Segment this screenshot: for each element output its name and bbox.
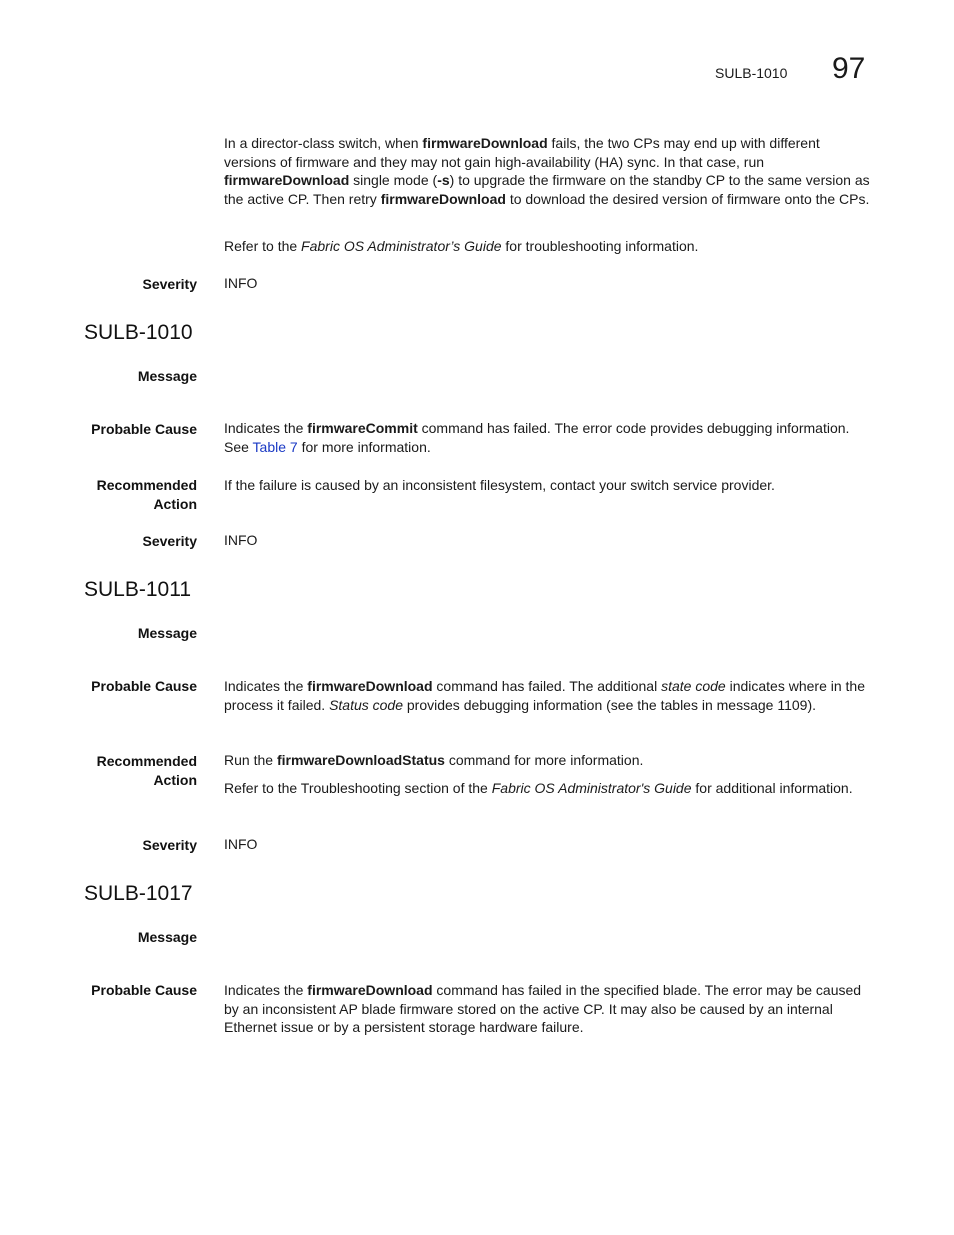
intro-paragraph: In a director-class switch, when firmwareDownload fails, the two CPs may end up with different versions of firmware and they may not gain high-availability (HA) sync. In that case, run firmwareDownload single mode (-s) to upgrade the firmware on the standby CP to the same version as the active CP. Then retry firmwareDownload to download the desired version of firmware onto the CPs. [224,135,870,208]
probable-cause-label: Probable Cause [91,678,197,694]
section-heading-sulb-1010: SULB-1010 [84,321,193,344]
running-header-section: SULB-1010 [715,65,788,81]
command-name: firmwareCommit [307,420,418,436]
recommended-action-label: Recommended Action [96,753,197,788]
recommended-action-text: If the failure is caused by an inconsistent filesystem, contact your switch service provider. [224,477,775,493]
recommended-action-reference: Refer to the Troubleshooting section of the Fabric OS Administrator's Guide for additional information. [224,780,853,796]
probable-cause-label: Probable Cause [91,421,197,437]
command-name: firmwareDownload [307,678,433,694]
severity-value: INFO [224,836,258,852]
chapter-number: 97 [832,52,866,85]
table-7-link[interactable]: Table 7 [252,438,298,455]
command-name: firmwareDownload [422,135,548,151]
reference-paragraph: Refer to the Fabric OS Administrator’s Guide for troubleshooting information. [224,238,699,254]
section-heading-sulb-1017: SULB-1017 [84,882,193,905]
severity-label: Severity [142,533,197,549]
command-name: firmwareDownload [224,172,350,189]
severity-label: Severity [142,837,197,853]
severity-label: Severity [142,276,197,292]
guide-title: Fabric OS Administrator's Guide [491,780,692,796]
probable-cause-label: Probable Cause [91,982,197,998]
section-heading-sulb-1011: SULB-1011 [84,578,192,601]
message-label: Message [137,625,197,641]
severity-value: INFO [224,532,258,548]
guide-title: Fabric OS Administrator’s Guide [301,238,502,254]
command-name: firmwareDownload [307,982,433,998]
severity-value: INFO [224,275,258,291]
command-name: firmwareDownload [380,191,506,208]
probable-cause-text: Indicates the firmwareCommit command has failed. The error code provides debugging information. See Table 7 for more information. [224,420,850,455]
recommended-action-label: Recommended Action [96,477,197,512]
command-name: firmwareDownloadStatus [276,752,445,768]
message-label: Message [137,368,197,384]
probable-cause-text: Indicates the firmwareDownload command has failed. The additional state code indicates where in the process it failed. Status code provides debugging information (see the tables in message 1109). [224,678,865,713]
probable-cause-text: Indicates the firmwareDownload command has failed in the specified blade. The error may be caused by an inconsistent AP blade firmware stored on the active CP. It may also be caused by an internal Ethernet issue or by a persistent storage hardware failure. [224,982,862,1036]
message-label: Message [137,929,197,945]
command-option: -s [437,172,450,189]
recommended-action-text: Run the firmwareDownloadStatus command for more information. [224,752,644,768]
